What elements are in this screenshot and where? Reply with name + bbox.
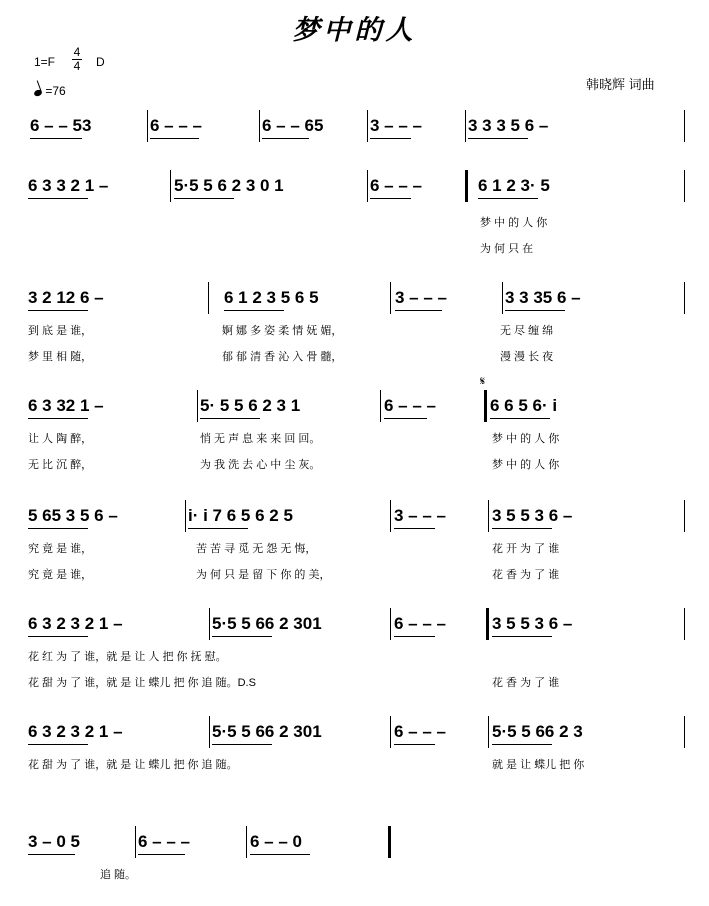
beam-underline: [150, 138, 199, 139]
lyric-verse-1: 到 底 是 谁，: [28, 325, 93, 337]
lyric-verse-2: 为 何 只 是 留 下 你 的 美，: [196, 569, 331, 581]
barline: [488, 500, 489, 532]
beam-underline: [492, 528, 552, 529]
lyric-verse-1: 花 开 为 了 谁: [492, 543, 560, 555]
lyric-verse-1: 花 甜 为 了 谁，就 是 让 蝶儿 把 你 追 随。: [28, 759, 238, 771]
measure: 6 1 2 3· 5: [478, 176, 550, 195]
measure: 3 – – –: [395, 288, 447, 307]
measure: 5·5 5 66 2 301: [212, 614, 322, 633]
lyric-verse-1: 悄 无 声 息 来 来 回 回。: [200, 433, 321, 445]
barline: [390, 282, 391, 314]
beam-underline: [28, 854, 75, 855]
measure: 6 – – –: [394, 614, 446, 633]
lyric-verse-1: 梦 中 的 人 你: [492, 433, 560, 445]
barline: [390, 716, 391, 748]
barline: [465, 110, 466, 142]
beam-underline: [138, 854, 185, 855]
measure: 3 3 3 5 6 –: [468, 116, 549, 135]
measure: 3 3 35 6 –: [505, 288, 581, 307]
lyric-verse-2: 梦 中 的 人 你: [492, 459, 560, 471]
tempo-value: =76: [45, 84, 66, 98]
measure: 3 5 5 3 6 –: [492, 614, 573, 633]
measure: 3 – – –: [370, 116, 422, 135]
mode-label: D: [96, 55, 105, 69]
beam-underline: [370, 198, 411, 199]
measure: 6 – – 0: [250, 832, 302, 851]
quarter-note-icon: [33, 89, 43, 97]
lyric-verse-2: 为 何 只 在: [480, 243, 534, 255]
beam-underline: [28, 528, 88, 529]
composer-credit: 韩晓辉 词曲: [586, 77, 655, 92]
measure: 6 1 2 3 5 6 5: [224, 288, 319, 307]
barline: [390, 608, 391, 640]
barline: [197, 390, 198, 422]
beam-underline: [490, 418, 550, 419]
measure: 5·5 5 66 2 301: [212, 722, 322, 741]
lyric-verse-1: 婀 娜 多 姿 柔 情 妩 媚，: [222, 325, 343, 337]
lyric-verse-1: 苦 苦 寻 觅 无 怨 无 悔，: [196, 543, 317, 555]
barline: [208, 282, 209, 314]
beam-underline: [200, 418, 260, 419]
segno-icon: 𝄋: [480, 374, 486, 388]
beam-underline: [224, 310, 284, 311]
key-signature: [34, 45, 105, 73]
lyric-verse-2: 为 我 洗 去 心 中 尘 灰。: [200, 459, 321, 471]
lyric-verse-2: 花 甜 为 了 谁，就 是 让 蝶儿 把 你 追 随。D.S: [28, 677, 256, 689]
measure: 6 – – 53: [30, 116, 92, 135]
lyric-verse-1: 梦 中 的 人 你: [480, 217, 548, 229]
measure: 5·5 5 66 2 3: [492, 722, 583, 741]
beam-underline: [394, 528, 435, 529]
measure: 6 – – 65: [262, 116, 324, 135]
measure: 5 65 3 5 6 –: [28, 506, 118, 525]
barline: [209, 608, 210, 640]
measure: 5·5 5 6 2 3 0 1: [174, 176, 284, 195]
beam-underline: [30, 138, 82, 139]
barline: [259, 110, 260, 142]
barline: [185, 500, 186, 532]
barline: [488, 716, 489, 748]
measure: 6 3 3 2 1 –: [28, 176, 109, 195]
lyric-verse-1: 追 随。: [100, 869, 137, 881]
beam-underline: [250, 854, 310, 855]
barline: [147, 110, 148, 142]
measure: 6 3 32 1 –: [28, 396, 104, 415]
lyric-verse-2: 究 竟 是 谁，: [28, 569, 93, 581]
measure: 3 – – –: [394, 506, 446, 525]
beam-underline: [28, 636, 88, 637]
measure: 3 2 12 6 –: [28, 288, 104, 307]
lyric-verse-1: 花 红 为 了 谁，就 是 让 人 把 你 抚 慰。: [28, 651, 227, 663]
measure: 6 3 2 3 2 1 –: [28, 722, 123, 741]
lyric-verse-2: 梦 里 相 随，: [28, 351, 93, 363]
lyric-verse-1: 就 是 让 蝶儿 把 你: [492, 759, 585, 771]
barline: [684, 716, 685, 748]
barline: [390, 500, 391, 532]
barline: [367, 110, 368, 142]
song-title: 梦中的人: [292, 15, 417, 46]
tempo-mark: [34, 84, 66, 98]
repeat-barline: [388, 826, 391, 858]
barline: [209, 716, 210, 748]
beam-underline: [395, 310, 442, 311]
beam-underline: [262, 138, 309, 139]
barline: [246, 826, 247, 858]
time-signature: $\frac{4}{4}$: [73, 45, 81, 73]
measure: 3 – 0 5: [28, 832, 80, 851]
beam-underline: [188, 528, 248, 529]
measure: 6 3 2 3 2 1 –: [28, 614, 123, 633]
measure: 3 5 5 3 6 –: [492, 506, 573, 525]
beam-underline: [370, 138, 411, 139]
barline: [170, 170, 171, 202]
measure: 6 – – –: [138, 832, 190, 851]
beam-underline: [212, 636, 272, 637]
lyric-verse-2: 郁 郁 清 香 沁 入 骨 髓，: [222, 351, 343, 363]
barline: [684, 500, 685, 532]
beam-underline: [174, 198, 234, 199]
measure: 6 – – –: [384, 396, 436, 415]
beam-underline: [394, 744, 435, 745]
measure: 6 – – –: [370, 176, 422, 195]
lyric-verse-2: 花 香 为 了 谁: [492, 677, 560, 689]
barline: [135, 826, 136, 858]
beam-underline: [492, 636, 552, 637]
lyric-verse-1: 无 尽 缠 绵: [500, 325, 554, 337]
lyric-verse-1: 究 竟 是 谁，: [28, 543, 93, 555]
key-label: 1=F: [34, 55, 56, 69]
barline: [380, 390, 381, 422]
measure: 6 – – –: [150, 116, 202, 135]
measure: 6 – – –: [394, 722, 446, 741]
measure: i· i 7 6 5 6 2 5: [188, 506, 293, 525]
beam-underline: [492, 744, 552, 745]
beam-underline: [468, 138, 528, 139]
barline: [367, 170, 368, 202]
beam-underline: [28, 198, 88, 199]
barline: [684, 282, 685, 314]
beam-underline: [212, 744, 272, 745]
measure: 5· 5 5 6 2 3 1: [200, 396, 301, 415]
barline: [684, 608, 685, 640]
lyric-verse-2: 无 比 沉 醉，: [28, 459, 93, 471]
lyric-verse-1: 让 人 陶 醉，: [28, 433, 93, 445]
barline: [502, 282, 503, 314]
repeat-barline: [484, 390, 487, 422]
lyric-verse-2: 漫 漫 长 夜: [500, 351, 554, 363]
beam-underline: [28, 418, 88, 419]
beam-underline: [28, 744, 88, 745]
measure: 6 6 5 6· i: [490, 396, 558, 415]
barline: [684, 170, 685, 202]
beam-underline: [384, 418, 427, 419]
beam-underline: [28, 310, 88, 311]
beam-underline: [505, 310, 565, 311]
beam-underline: [394, 636, 435, 637]
repeat-barline: [486, 608, 489, 640]
barline: [684, 110, 685, 142]
beam-underline: [478, 198, 538, 199]
repeat-barline: [465, 170, 468, 202]
lyric-verse-2: 花 香 为 了 谁: [492, 569, 560, 581]
